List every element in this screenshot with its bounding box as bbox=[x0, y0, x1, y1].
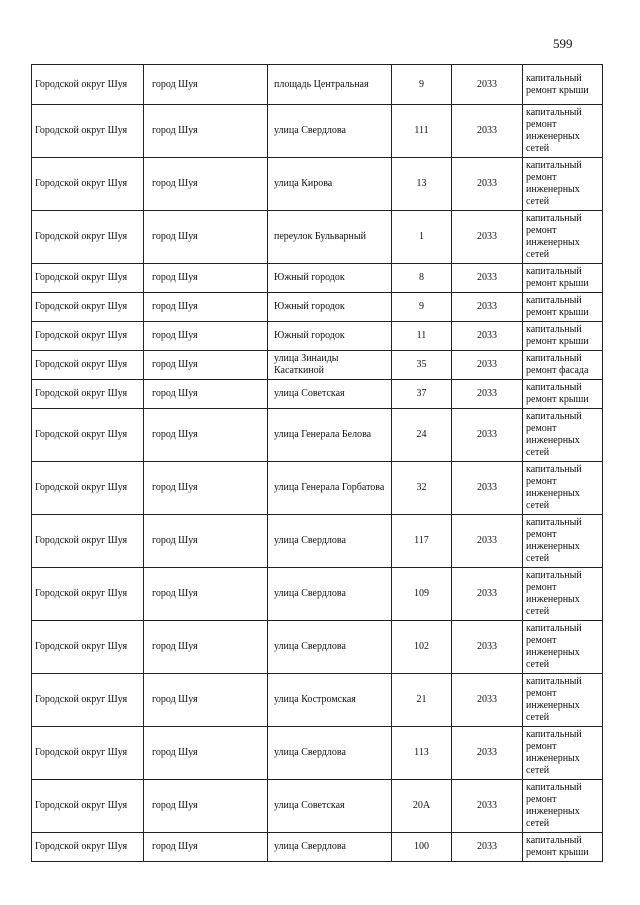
municipality-cell: Городской округ Шуя bbox=[32, 293, 144, 322]
table-body bbox=[32, 65, 603, 862]
table-row bbox=[32, 833, 603, 862]
year-cell: 2033 bbox=[452, 264, 523, 293]
table-row bbox=[32, 158, 603, 211]
table-row bbox=[32, 322, 603, 351]
year-cell: 2033 bbox=[452, 674, 523, 727]
municipality-cell: Городской округ Шуя bbox=[32, 351, 144, 380]
work-type-cell: капитальный ремонт инженерных сетей bbox=[523, 515, 603, 568]
work-type-cell: капитальный ремонт инженерных сетей bbox=[523, 780, 603, 833]
repair-schedule-table bbox=[31, 64, 603, 862]
year-cell: 2033 bbox=[452, 409, 523, 462]
municipality-cell: Городской округ Шуя bbox=[32, 462, 144, 515]
year-cell: 2033 bbox=[452, 780, 523, 833]
municipality-cell: Городской округ Шуя bbox=[32, 568, 144, 621]
house-number-cell: 109 bbox=[392, 568, 452, 621]
street-cell: улица Генерала Горбатова bbox=[268, 462, 392, 515]
municipality-cell: Городской округ Шуя bbox=[32, 833, 144, 862]
street-cell: улица Кирова bbox=[268, 158, 392, 211]
table-row bbox=[32, 621, 603, 674]
municipality-cell: Городской округ Шуя bbox=[32, 409, 144, 462]
table-row bbox=[32, 727, 603, 780]
city-cell: город Шуя bbox=[144, 833, 268, 862]
house-number-cell: 11 bbox=[392, 322, 452, 351]
house-number-cell: 20А bbox=[392, 780, 452, 833]
table-row bbox=[32, 462, 603, 515]
city-cell: город Шуя bbox=[144, 264, 268, 293]
house-number-cell: 37 bbox=[392, 380, 452, 409]
year-cell: 2033 bbox=[452, 351, 523, 380]
street-cell: улица Свердлова bbox=[268, 568, 392, 621]
city-cell: город Шуя bbox=[144, 780, 268, 833]
work-type-cell: капитальный ремонт инженерных сетей bbox=[523, 158, 603, 211]
street-cell: улица Советская bbox=[268, 780, 392, 833]
municipality-cell: Городской округ Шуя bbox=[32, 621, 144, 674]
municipality-cell: Городской округ Шуя bbox=[32, 158, 144, 211]
house-number-cell: 117 bbox=[392, 515, 452, 568]
year-cell: 2033 bbox=[452, 515, 523, 568]
table-row bbox=[32, 568, 603, 621]
house-number-cell: 113 bbox=[392, 727, 452, 780]
street-cell: улица Свердлова bbox=[268, 105, 392, 158]
municipality-cell: Городской округ Шуя bbox=[32, 264, 144, 293]
table-row bbox=[32, 515, 603, 568]
street-cell: улица Зинаиды Касаткиной bbox=[268, 351, 392, 380]
house-number-cell: 9 bbox=[392, 293, 452, 322]
street-cell: улица Свердлова bbox=[268, 515, 392, 568]
municipality-cell: Городской округ Шуя bbox=[32, 211, 144, 264]
year-cell: 2033 bbox=[452, 158, 523, 211]
table-row bbox=[32, 780, 603, 833]
table-row bbox=[32, 351, 603, 380]
year-cell: 2033 bbox=[452, 621, 523, 674]
street-cell: улица Свердлова bbox=[268, 621, 392, 674]
city-cell: город Шуя bbox=[144, 380, 268, 409]
municipality-cell: Городской округ Шуя bbox=[32, 780, 144, 833]
city-cell: город Шуя bbox=[144, 211, 268, 264]
house-number-cell: 13 bbox=[392, 158, 452, 211]
year-cell: 2033 bbox=[452, 293, 523, 322]
table-row bbox=[32, 211, 603, 264]
street-cell: улица Свердлова bbox=[268, 727, 392, 780]
house-number-cell: 100 bbox=[392, 833, 452, 862]
city-cell: город Шуя bbox=[144, 65, 268, 105]
work-type-cell: капитальный ремонт инженерных сетей bbox=[523, 727, 603, 780]
street-cell: улица Костромская bbox=[268, 674, 392, 727]
year-cell: 2033 bbox=[452, 105, 523, 158]
work-type-cell: капитальный ремонт крыши bbox=[523, 380, 603, 409]
street-cell: улица Советская bbox=[268, 380, 392, 409]
year-cell: 2033 bbox=[452, 65, 523, 105]
house-number-cell: 8 bbox=[392, 264, 452, 293]
city-cell: город Шуя bbox=[144, 568, 268, 621]
street-cell: улица Генерала Белова bbox=[268, 409, 392, 462]
house-number-cell: 1 bbox=[392, 211, 452, 264]
municipality-cell: Городской округ Шуя bbox=[32, 322, 144, 351]
city-cell: город Шуя bbox=[144, 462, 268, 515]
year-cell: 2033 bbox=[452, 462, 523, 515]
municipality-cell: Городской округ Шуя bbox=[32, 65, 144, 105]
city-cell: город Шуя bbox=[144, 158, 268, 211]
street-cell: переулок Бульварный bbox=[268, 211, 392, 264]
house-number-cell: 21 bbox=[392, 674, 452, 727]
year-cell: 2033 bbox=[452, 833, 523, 862]
work-type-cell: капитальный ремонт инженерных сетей bbox=[523, 568, 603, 621]
work-type-cell: капитальный ремонт инженерных сетей bbox=[523, 409, 603, 462]
city-cell: город Шуя bbox=[144, 409, 268, 462]
municipality-cell: Городской округ Шуя bbox=[32, 515, 144, 568]
table-row bbox=[32, 674, 603, 727]
table-row bbox=[32, 293, 603, 322]
work-type-cell: капитальный ремонт крыши bbox=[523, 293, 603, 322]
work-type-cell: капитальный ремонт крыши bbox=[523, 833, 603, 862]
table-row bbox=[32, 264, 603, 293]
street-cell: Южный городок bbox=[268, 293, 392, 322]
city-cell: город Шуя bbox=[144, 515, 268, 568]
house-number-cell: 35 bbox=[392, 351, 452, 380]
table-row bbox=[32, 380, 603, 409]
house-number-cell: 102 bbox=[392, 621, 452, 674]
municipality-cell: Городской округ Шуя bbox=[32, 380, 144, 409]
city-cell: город Шуя bbox=[144, 293, 268, 322]
city-cell: город Шуя bbox=[144, 322, 268, 351]
city-cell: город Шуя bbox=[144, 621, 268, 674]
house-number-cell: 9 bbox=[392, 65, 452, 105]
municipality-cell: Городской округ Шуя bbox=[32, 674, 144, 727]
work-type-cell: капитальный ремонт крыши bbox=[523, 264, 603, 293]
work-type-cell: капитальный ремонт фасада bbox=[523, 351, 603, 380]
house-number-cell: 24 bbox=[392, 409, 452, 462]
house-number-cell: 111 bbox=[392, 105, 452, 158]
work-type-cell: капитальный ремонт инженерных сетей bbox=[523, 674, 603, 727]
year-cell: 2033 bbox=[452, 211, 523, 264]
work-type-cell: капитальный ремонт крыши bbox=[523, 65, 603, 105]
work-type-cell: капитальный ремонт инженерных сетей bbox=[523, 621, 603, 674]
municipality-cell: Городской округ Шуя bbox=[32, 727, 144, 780]
street-cell: Южный городок bbox=[268, 322, 392, 351]
year-cell: 2033 bbox=[452, 322, 523, 351]
house-number-cell: 32 bbox=[392, 462, 452, 515]
street-cell: улица Свердлова bbox=[268, 833, 392, 862]
city-cell: город Шуя bbox=[144, 674, 268, 727]
year-cell: 2033 bbox=[452, 727, 523, 780]
work-type-cell: капитальный ремонт крыши bbox=[523, 322, 603, 351]
street-cell: Южный городок bbox=[268, 264, 392, 293]
work-type-cell: капитальный ремонт инженерных сетей bbox=[523, 462, 603, 515]
work-type-cell: капитальный ремонт инженерных сетей bbox=[523, 105, 603, 158]
work-type-cell: капитальный ремонт инженерных сетей bbox=[523, 211, 603, 264]
table-row bbox=[32, 65, 603, 105]
page-number: 599 bbox=[553, 36, 573, 51]
year-cell: 2033 bbox=[452, 568, 523, 621]
city-cell: город Шуя bbox=[144, 727, 268, 780]
city-cell: город Шуя bbox=[144, 351, 268, 380]
municipality-cell: Городской округ Шуя bbox=[32, 105, 144, 158]
year-cell: 2033 bbox=[452, 380, 523, 409]
table-row bbox=[32, 409, 603, 462]
table-row bbox=[32, 105, 603, 158]
street-cell: площадь Центральная bbox=[268, 65, 392, 105]
city-cell: город Шуя bbox=[144, 105, 268, 158]
